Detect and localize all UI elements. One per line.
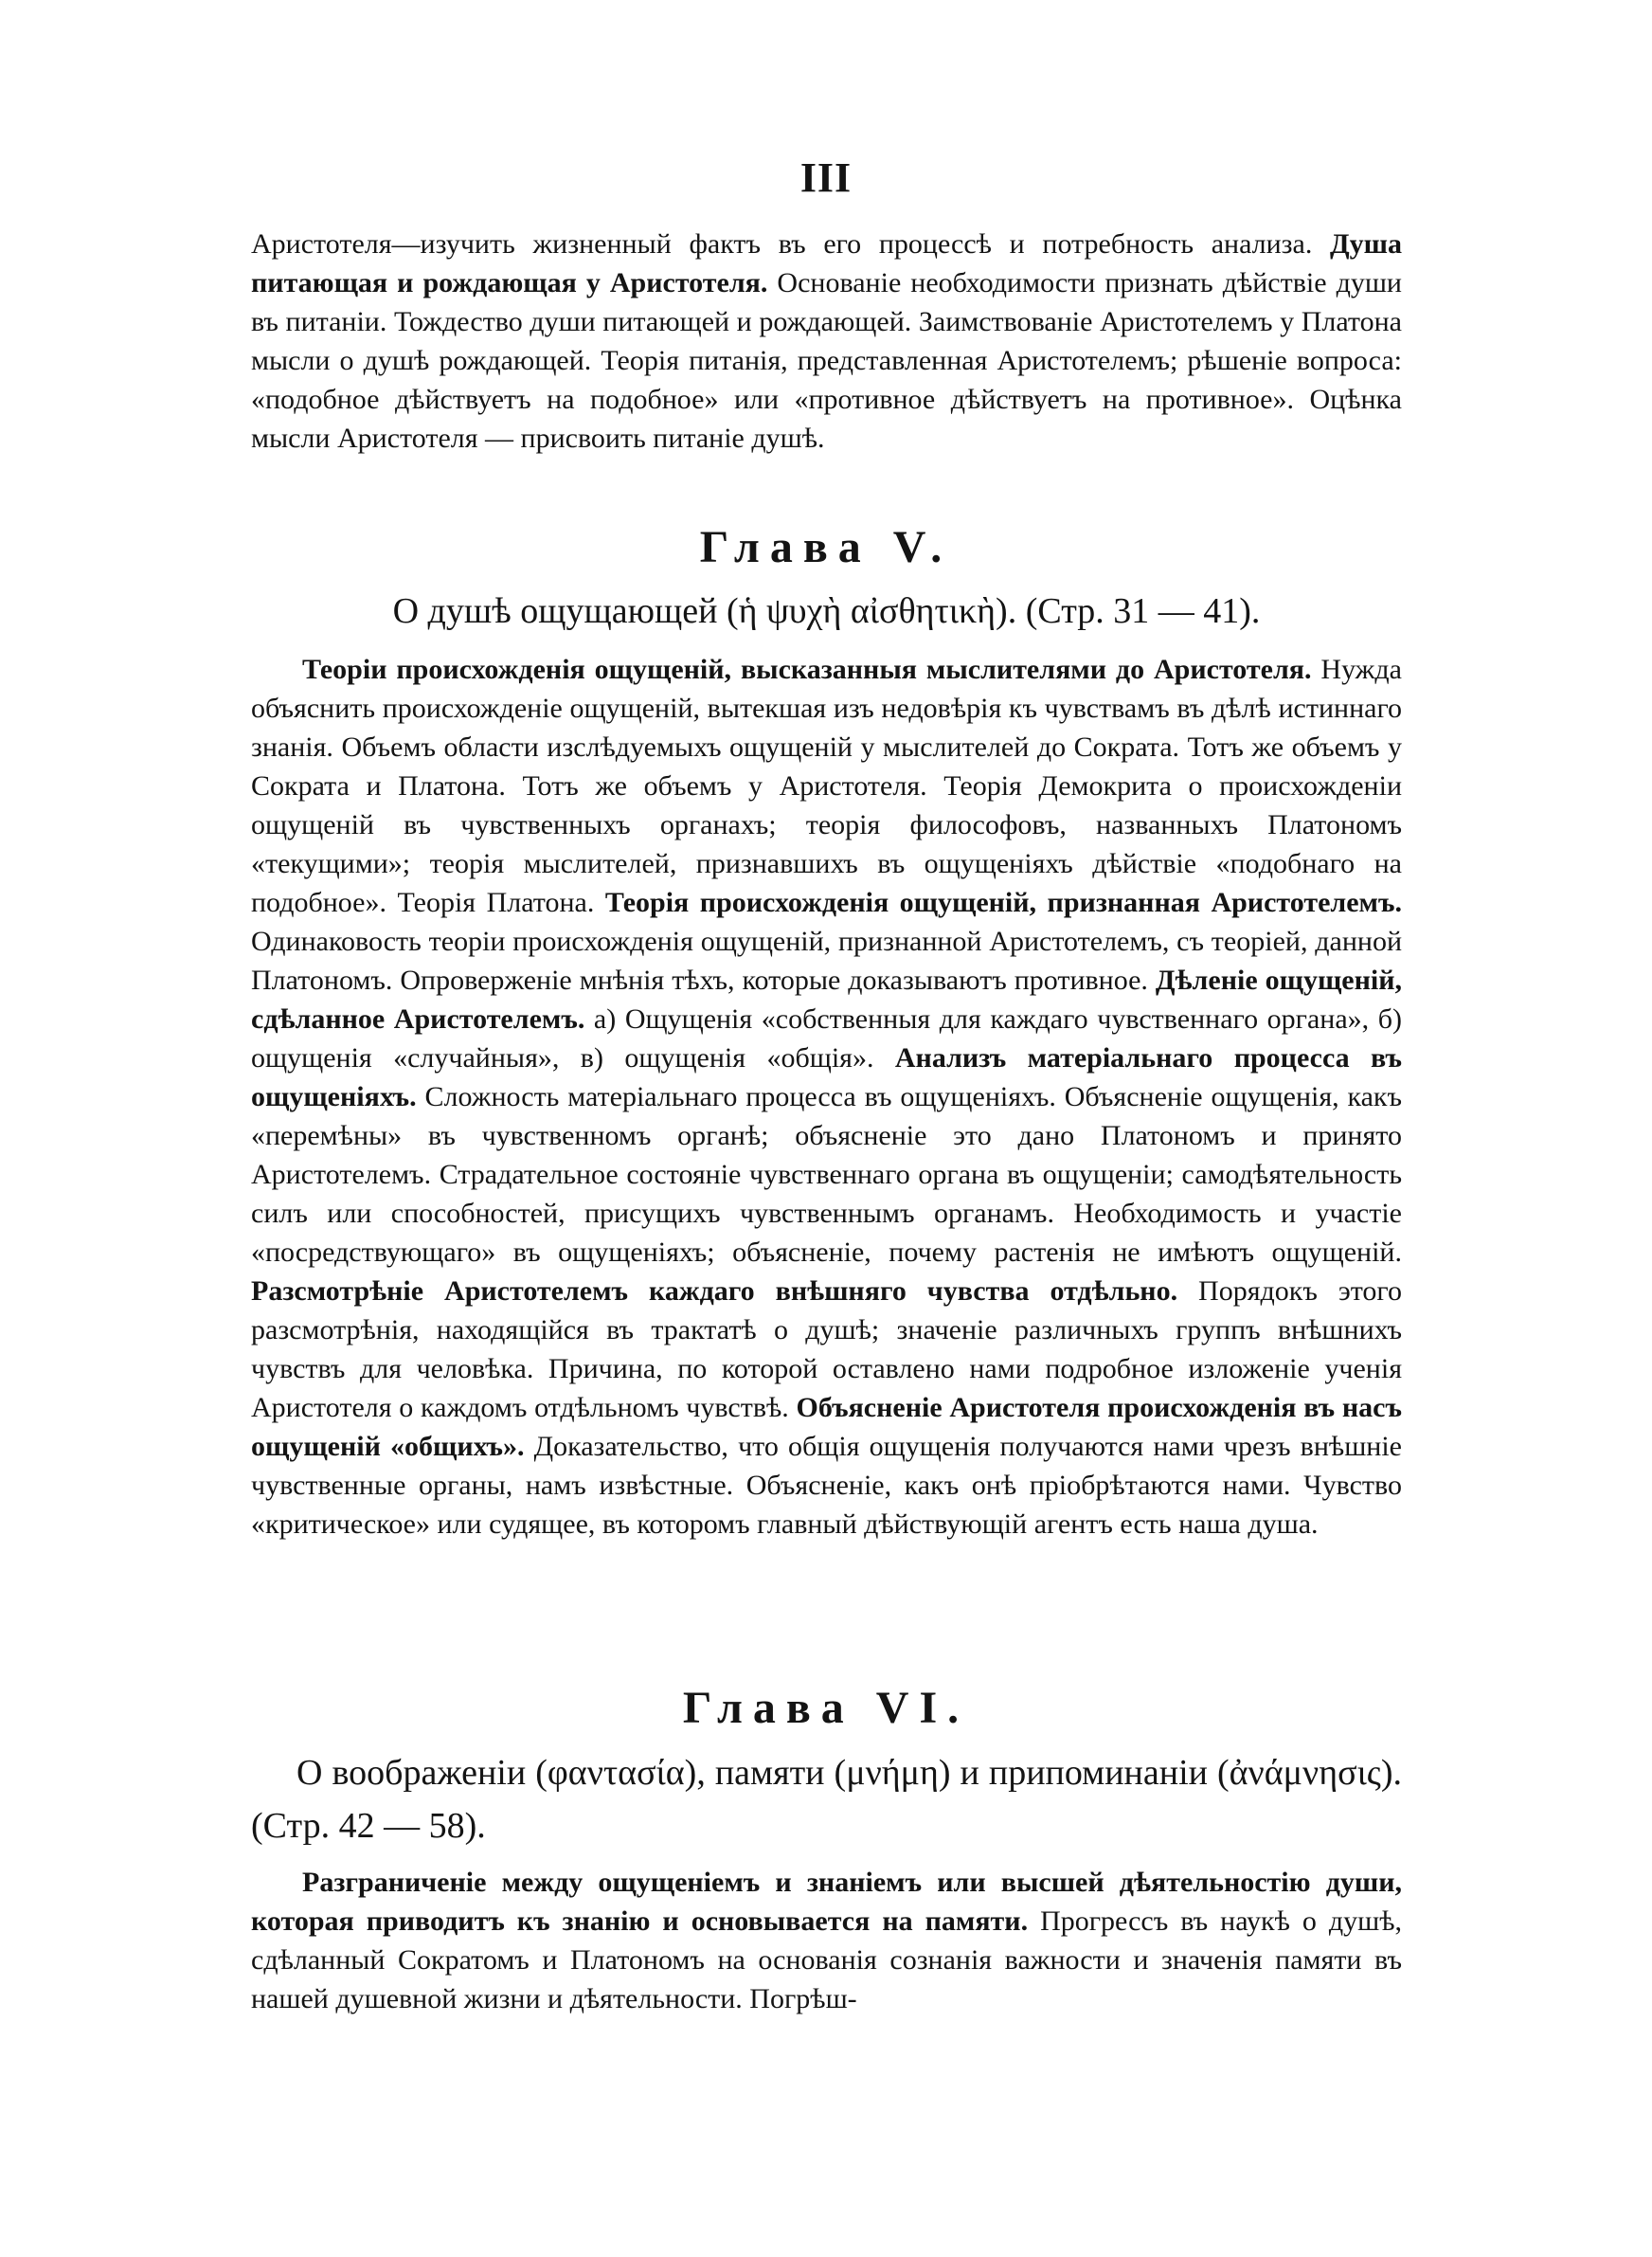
ch5-bold-5: Разсмотрѣнie Аристотелемъ каждаго внѣшняго чувства отдѣльно.: [251, 1275, 1178, 1307]
ch5-bold-4: Анализъ матерiальнаго процесса въ ощущенiяхъ.: [251, 1042, 1402, 1112]
ch5-bold-1: Теорiи происхожденiя ощущенiй, высказанныя мыслителями до Аристотеля.: [302, 654, 1312, 685]
chapter-5-subtitle: О душѣ ощущающей (ἡ ψυχὴ αἰσθητικὴ). (Стр. 31 — 41).: [392, 591, 1261, 631]
ch5-text-6: Доказательство, что общiя ощущенiя получаются нами чрезъ внѣшнie чувственные органы, намъ извѣстные. Объясненie, какъ онѣ прiобрѣтаются нами. Чувство «критическое» или судящее, въ которомъ главный дѣйствующiй агентъ есть наша душа.: [251, 1431, 1402, 1540]
ch5-bold-3: Дѣленie ощущенiй, сдѣланное Аристотелемъ.: [251, 965, 1402, 1035]
intro-text-2: Основанie необходимости признать дѣйствie души въ питанiи. Тождество души питающей и рождающей. Заимствованie Аристотелемъ у Платона мысли о душѣ рождающей. Теорiя питанiя, представленная Аристотелемъ; рѣшенie вопроса: «подобное дѣйствуетъ на подобное» или «противное дѣйствуетъ на противное». Оцѣнка мысли Аристотеля — присвоить питанie душѣ.: [251, 267, 1402, 454]
chapter-6-paragraph: [251, 1863, 1402, 2018]
ch5-bold-6: Объясненie Аристотеля происхожденiя въ насъ ощущенiй «общихъ».: [251, 1392, 1402, 1462]
ch6-bold-1: Разграниченie между ощущенiемъ и знанiемъ или высшей дѣятельностiю души, которая приводитъ къ знанiю и основывается на памяти.: [251, 1867, 1402, 1937]
ch5-text-4: Сложность матерiальнаго процесса въ ощущенiяхъ. Объясненie ощущенiя, какъ «перемѣны» въ чувственномъ органѣ; объясненie это дано Платономъ и принято Аристотелемъ. Страдательное состоянie чувственнаго органа въ ощущенiи; самодѣятельность силъ или способностей, присущихъ чувственнымъ органамъ. Необходимость и участie «посредствующаго» въ ощущенiяхъ; объясненie, почему растенiя не имѣютъ ощущенiй.: [251, 1081, 1402, 1268]
ch5-bold-2: Теорiя происхожденiя ощущенiй, признанная Аристотелемъ.: [604, 887, 1402, 918]
page-number: III: [799, 154, 853, 201]
ch6-text-1: Прогрессъ въ наукѣ о душѣ, сдѣланный Сократомъ и Платономъ на основанiя сознанiя важности и значенiя памяти въ нашей душевной жизни и дѣятельности. Погрѣш-: [251, 1905, 1402, 2014]
chapter-5-paragraph: [251, 650, 1402, 1544]
chapter-5-heading: Глава V.: [699, 522, 953, 572]
intro-paragraph: [251, 225, 1402, 458]
intro-text-1: Аристотеля—изучить жизненный фактъ въ его процессѣ и потребность анализа.: [251, 228, 1331, 260]
ch5-text-1: Нужда объяснить происхожденie ощущенiй, вытекшая изъ недовѣрiя къ чувствамъ въ дѣлѣ истиннаго знанiя. Объемъ области изслѣдуемыхъ ощущенiй у мыслителей до Сократа. Тотъ же объемъ у Сократа и Платона. Тотъ же объемъ у Аристотеля. Теорiя Демокрита о происхожденiи ощущенiй въ чувственныхъ органахъ; теорiя философовъ, названныхъ Платономъ «текущими»; теорiя мыслителей, признавшихъ въ ощущенiяхъ дѣйствie «подобнаго на подобное». Теорiя Платона.: [251, 654, 1402, 918]
intro-bold-heading: Душа питающая и рождающая у Аристотеля.: [251, 228, 1402, 298]
ch5-text-2: Одинаковость теорiи происхожденiя ощущенiй, признанной Аристотелемъ, съ теорiей, данной Платономъ. Опроверженie мнѣнiя тѣхъ, которые доказываютъ противное.: [251, 926, 1402, 996]
ch5-text-3: а) Ощущенiя «собственныя для каждаго чувственнаго органа», б) ощущенiя «случайныя», в) ощущенiя «общiя».: [251, 1003, 1402, 1074]
chapter-6-heading: Глава VI.: [682, 1683, 970, 1733]
ch5-text-5: Порядокъ этого разсмотрѣнiя, находящiйся въ трактатѣ о душѣ; значенie различныхъ группъ внѣшнихъ чувствъ для человѣка. Причина, по которой оставлено нами подробное изложенie ученiя Аристотеля о каждомъ отдѣльномъ чувствѣ.: [251, 1275, 1402, 1423]
chapter-6-subtitle: О воображенiи (φαντασία), памяти (μνήμη) и припоминанiи (ἀνάμνησις). (Стр. 42 — 58).: [251, 1753, 1402, 1846]
